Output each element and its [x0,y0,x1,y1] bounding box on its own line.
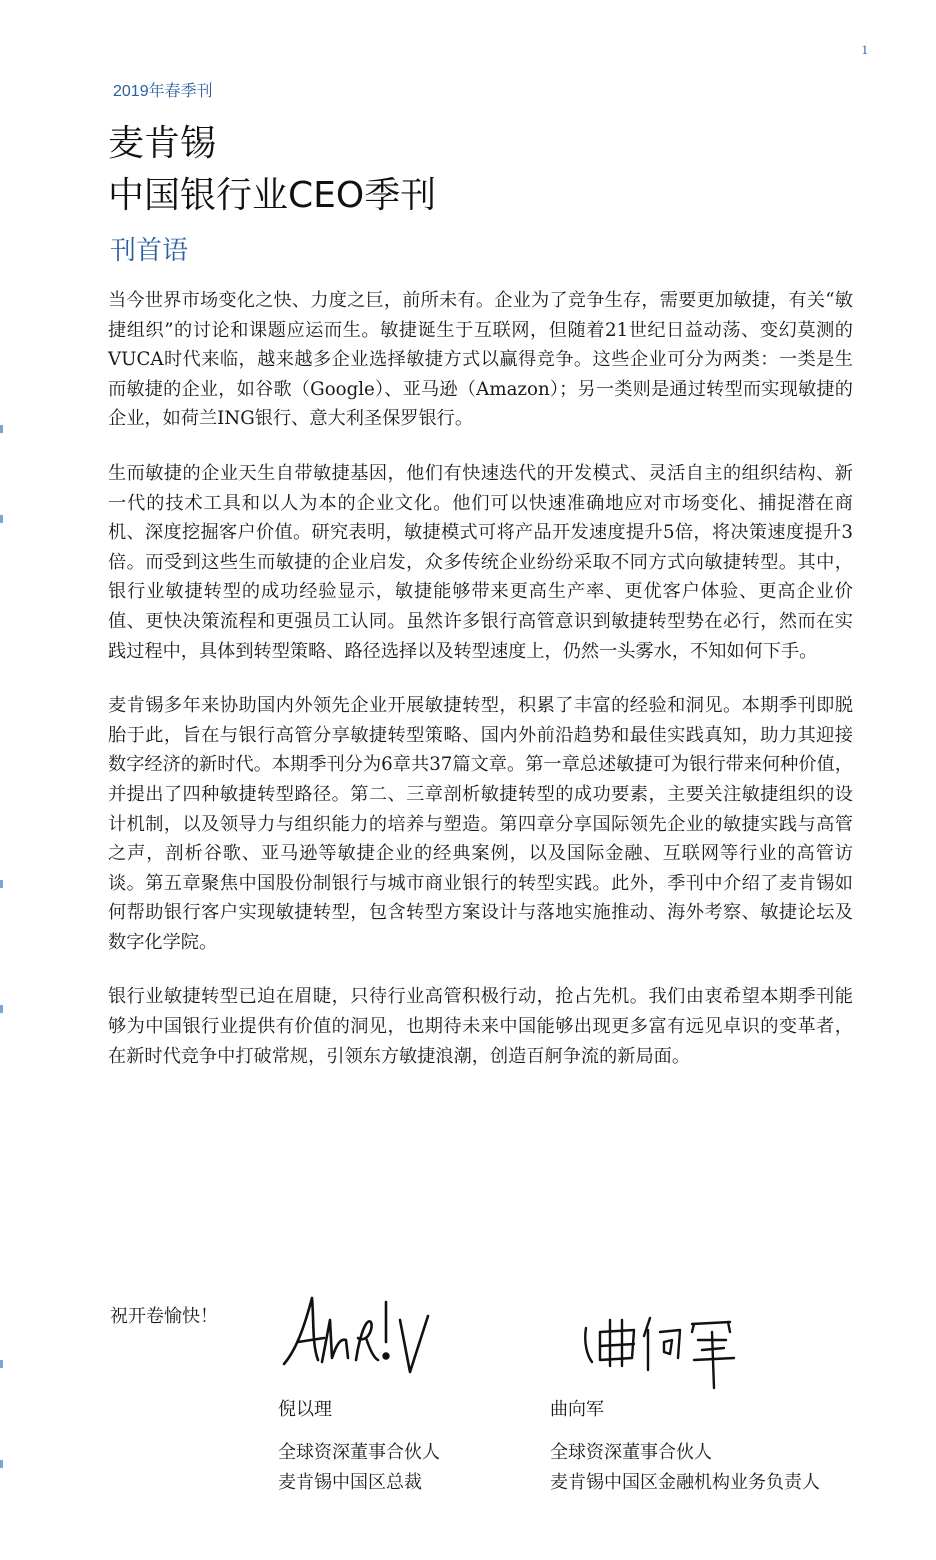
handwritten-signature-left [278,1280,438,1380]
title-line-1: 麦肯锡 [108,123,217,164]
edge-mark [0,1460,3,1468]
paragraph-3: 麦肯锡多年来协助国内外领先企业开展敏捷转型，积累了丰富的经验和洞见。本期季刊即脱胎于此，旨在与银行高管分享敏捷转型策略、国内外前沿趋势和最佳实践真知，助力其迎接数字经济的新时代。本期季刊分为6章共37篇文章。第一章总述敏捷可为银行带来何种价值，并提出了四种敏捷转型路径。第二、三章剖析敏捷转型的成功要素，主要关注敏捷组织的设计机制，以及领导力与组织能力的培养与塑造。第四章分享国际领先企业的敏捷实践与高管之声，剖析谷歌、亚马逊等敏捷企业的经典案例，以及国际金融、互联网等行业的高管访谈。第五章聚焦中国股份制银行与城市商业银行的转型实践。此外，季刊中介绍了麦肯锡如何帮助银行客户实现敏捷转型，包含转型方案设计与落地实施推动、海外考察、敏捷论坛及数字化学院。 [108,695,853,953]
signatory-right [550,1280,880,1510]
edge-mark [0,880,3,888]
handwritten-signature-right [580,1310,760,1390]
issue-label: 2019年春季刊 [113,83,213,100]
publication-title [108,118,436,222]
section-title: 刊首语 [110,236,189,266]
paragraph-1: 当今世界市场变化之快、力度之巨，前所未有。企业为了竞争生存，需要更加敏捷，有关“敏捷组织”的讨论和课题应运而生。敏捷诞生于互联网，但随着21世纪日益动荡、变幻莫测的VUCA时代来临，越来越多企业选择敏捷方式以赢得竞争。这些企业可分为两类：一类是生而敏捷的企业，如谷歌（Google）、亚马逊（Amazon）；另一类则是通过转型而实现敏捷的企业，如荷兰ING银行、意大利圣保罗银行。 [108,290,853,430]
signatory-left-role-1: 全球资深董事合伙人 [278,1442,440,1463]
edge-mark [0,1005,3,1013]
paragraph-4: 银行业敏捷转型已迫在眉睫，只待行业高管积极行动，抢占先机。我们由衷希望本期季刊能够为中国银行业提供有价值的洞见，也期待未来中国能够出现更多富有远见卓识的变革者，在新时代竞争中打破常规，引领东方敏捷浪潮，创造百舸争流的新局面。 [108,986,853,1067]
edge-mark [0,515,3,523]
signatory-right-role-1: 全球资深董事合伙人 [550,1442,712,1463]
edge-mark [0,1360,3,1368]
closing-line: 祝开卷愉快！ [110,1306,218,1327]
paragraph-2: 生而敏捷的企业天生自带敏捷基因，他们有快速迭代的开发模式、灵活自主的组织结构、新一代的技术工具和以人为本的企业文化。他们可以快速准确地应对市场变化、捕捉潜在商机、深度挖掘客户价值。研究表明，敏捷模式可将产品开发速度提升5倍，将决策速度提升3倍。而受到这些生而敏捷的企业启发，众多传统企业纷纷采取不同方式向敏捷转型。其中，银行业敏捷转型的成功经验显示，敏捷能够带来更高生产率、更优客户体验、更高企业价值、更快决策流程和更强员工认同。虽然许多银行高管意识到敏捷转型势在必行，然而在实践过程中，具体到转型策略、路径选择以及转型速度上，仍然一头雾水，不知如何下手。 [108,462,853,662]
title-line-2: 中国银行业CEO季刊 [108,175,437,216]
signatory-left-role-2: 麦肯锡中国区总裁 [278,1472,422,1493]
page-number: 1 [861,42,868,57]
signatory-left [278,1280,538,1510]
edge-mark [0,425,3,433]
body-text [108,286,853,1096]
signatory-left-name: 倪以理 [278,1399,332,1420]
signatory-right-name: 曲向军 [550,1399,604,1420]
signatory-right-role-2: 麦肯锡中国区金融机构业务负责人 [550,1472,820,1493]
